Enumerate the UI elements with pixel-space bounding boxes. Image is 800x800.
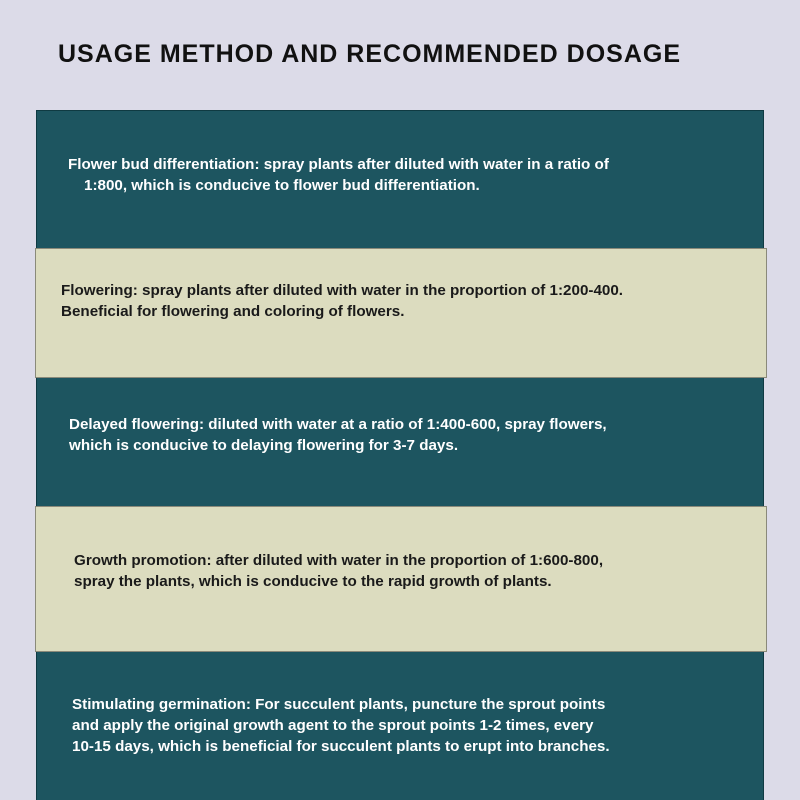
- usage-section-stimulating-germination: [36, 652, 764, 800]
- section-line: spray the plants, which is conducive to the rapid growth of plants.: [74, 573, 552, 590]
- section-text: [72, 694, 610, 757]
- section-line: 10-15 days, which is beneficial for succulent plants to erupt into branches.: [72, 738, 610, 755]
- usage-section-delayed-flowering: [36, 378, 764, 506]
- usage-section-flower-bud-differentiation: [36, 110, 764, 248]
- section-text: [68, 154, 609, 196]
- section-line: Delayed flowering: diluted with water at a ratio of 1:400-600, spray flowers,: [69, 416, 607, 433]
- page-title: USAGE METHOD AND RECOMMENDED DOSAGE: [58, 40, 681, 68]
- usage-section-growth-promotion: [35, 506, 767, 652]
- section-text: [61, 280, 623, 322]
- section-line: Flowering: spray plants after diluted with water in the proportion of 1:200-400.: [61, 282, 624, 299]
- section-line: Stimulating germination: For succulent plants, puncture the sprout points: [72, 696, 606, 713]
- section-line: Flower bud differentiation: spray plants after diluted with water in a ratio of: [68, 156, 609, 173]
- section-text: [69, 414, 607, 456]
- section-line: 1:800, which is conducive to flower bud differentiation.: [84, 177, 480, 194]
- section-line: Beneficial for flowering and coloring of flowers.: [61, 303, 405, 320]
- section-line: and apply the original growth agent to the sprout points 1-2 times, every: [72, 717, 594, 734]
- section-text: [74, 550, 603, 592]
- section-line: Growth promotion: after diluted with water in the proportion of 1:600-800,: [74, 552, 604, 569]
- usage-section-flowering: [35, 248, 767, 378]
- section-line: which is conducive to delaying flowering for 3-7 days.: [69, 437, 459, 454]
